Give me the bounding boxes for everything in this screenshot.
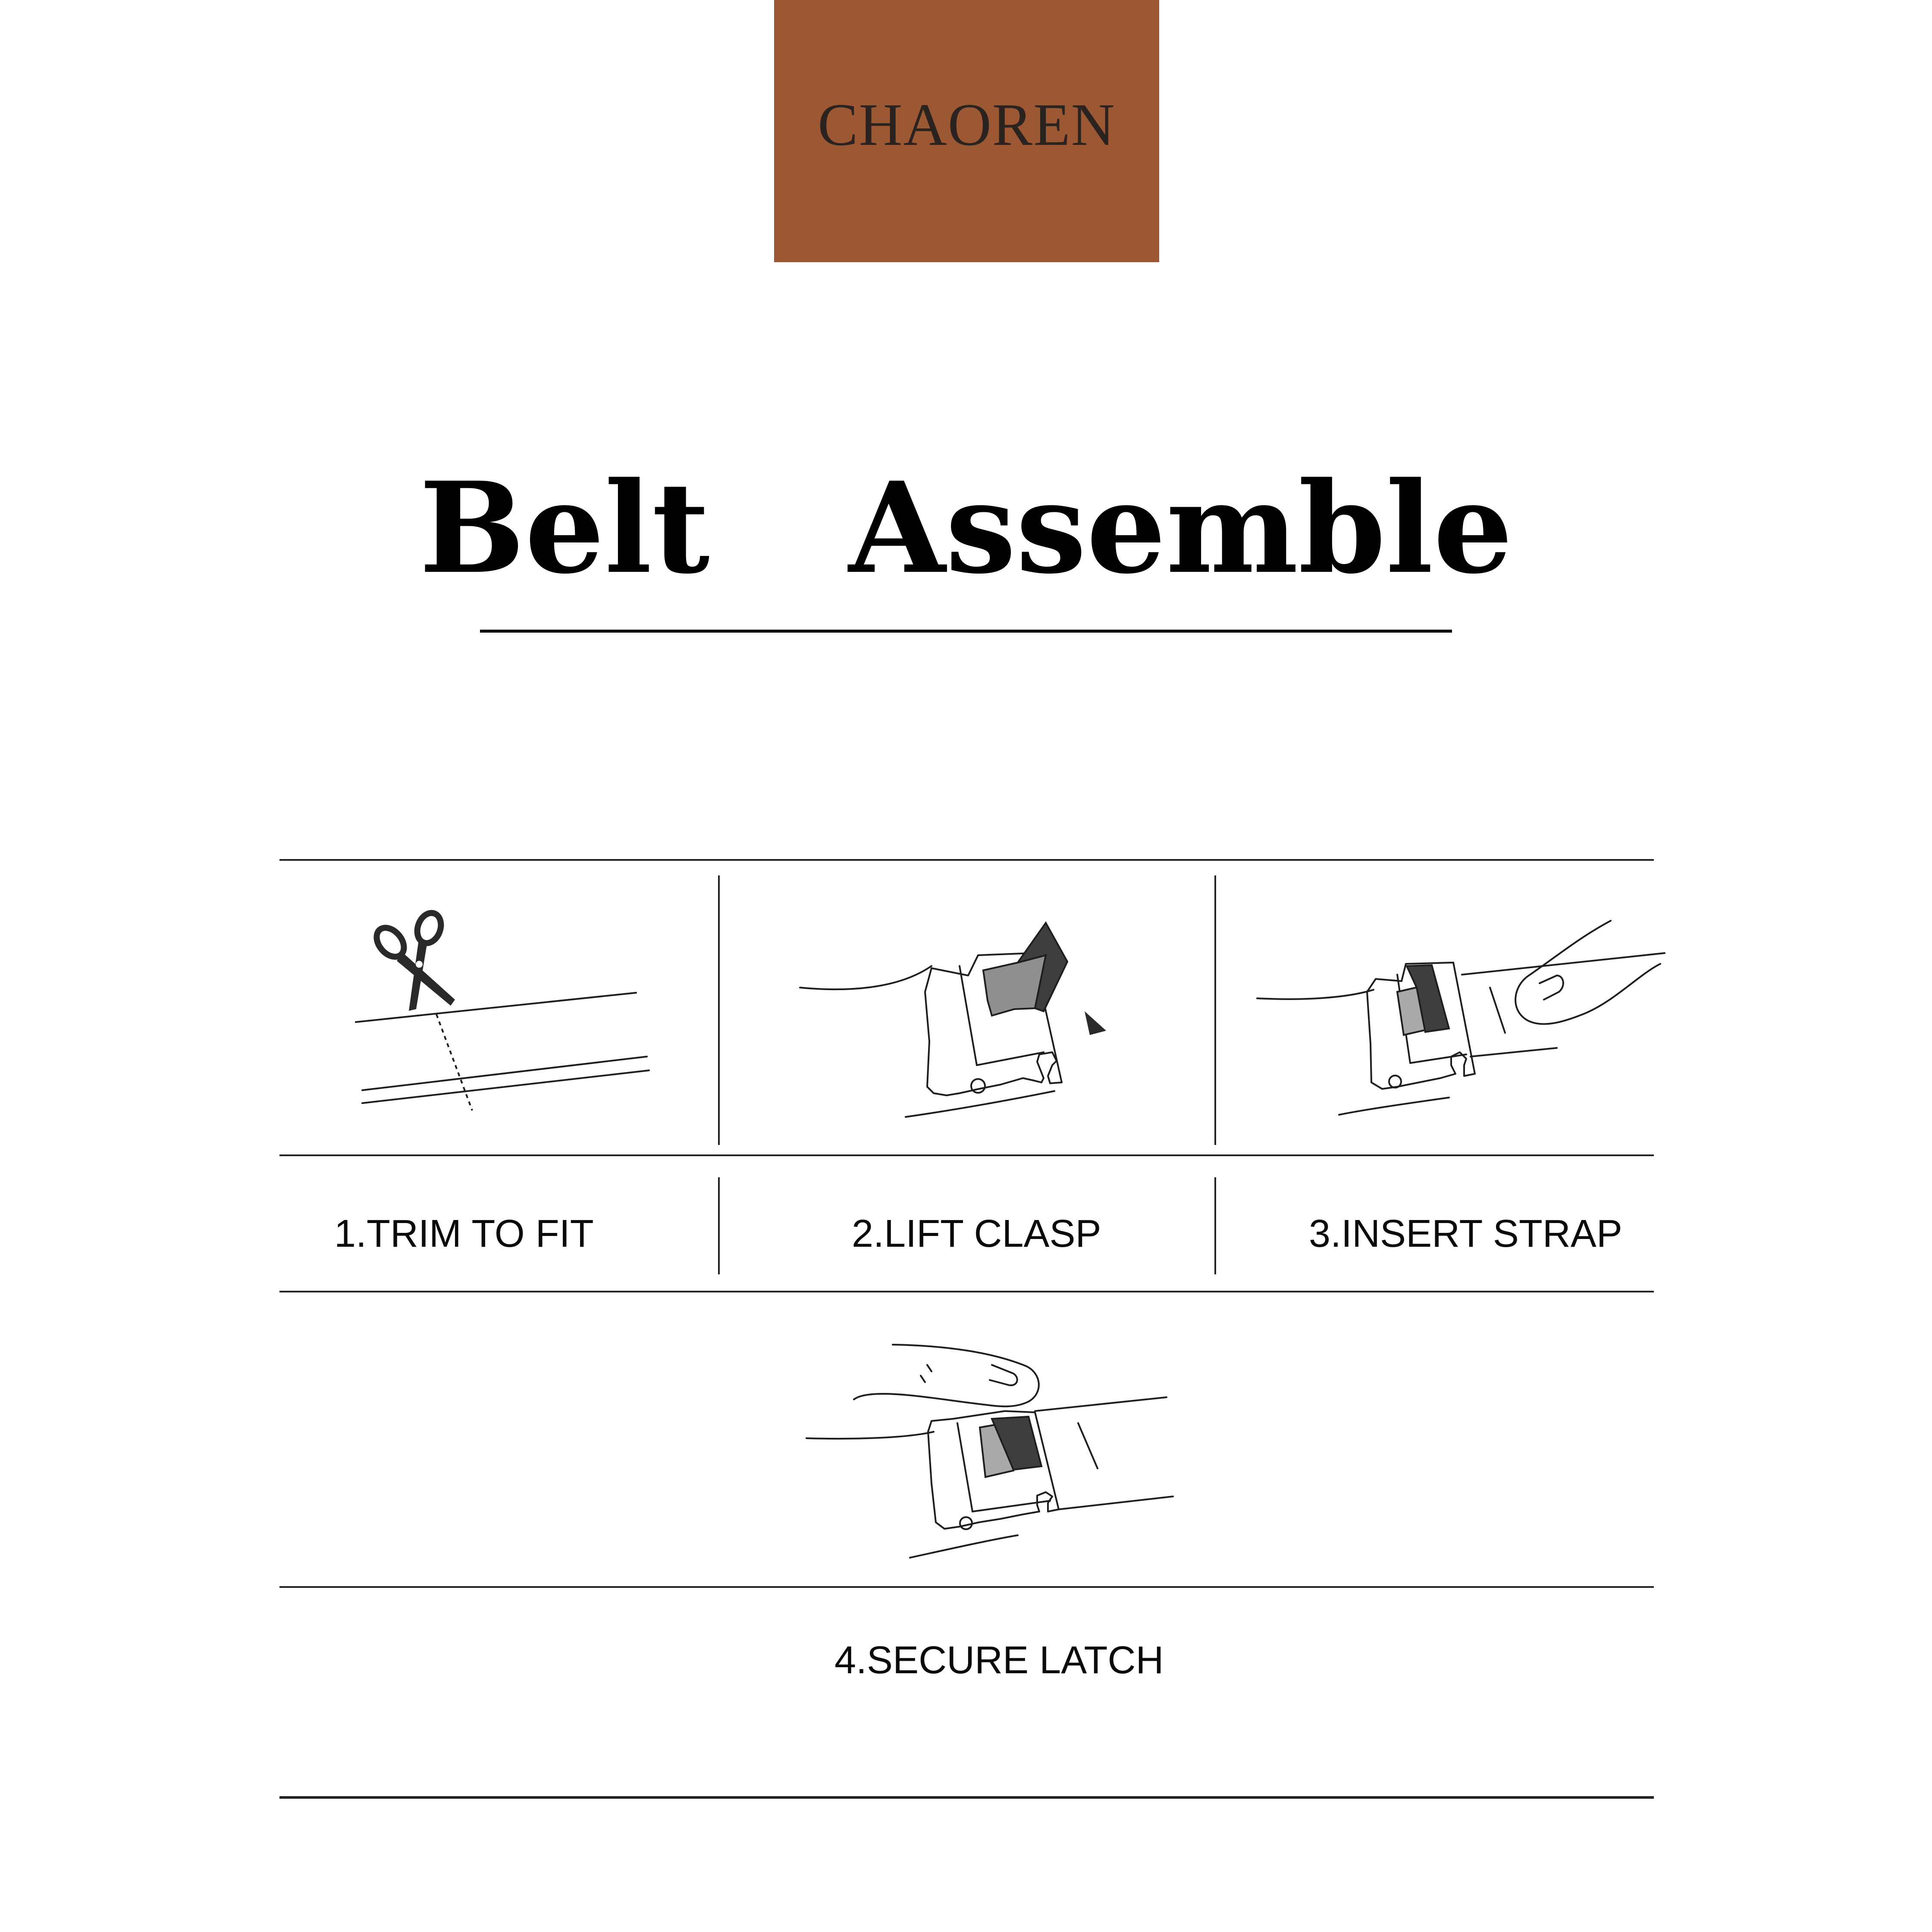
step-1-label: 1.TRIM TO FIT [334,1212,594,1255]
table-top-rule [279,859,1654,861]
secure-latch-icon [798,1339,1186,1572]
illustration-row-rule [279,1154,1654,1156]
label-row-rule [279,1291,1654,1292]
brand-logo [774,0,1159,262]
step-3-label: 3.INSERT STRAP [1309,1212,1622,1255]
table-bottom-rule [279,1796,1654,1799]
insert-strap-icon [1251,914,1665,1130]
column-divider-2 [1214,875,1216,1145]
brand-name: CHAOREN [818,91,1116,158]
page-title: Belt Assemble [419,455,1513,602]
step-2-label: 2.LIFT CLASP [852,1212,1101,1255]
step4-illustration-rule [279,1586,1654,1588]
scissors-icon [336,901,673,1126]
title-underline [480,630,1452,633]
label-divider-1 [718,1177,720,1274]
lift-clasp-icon [794,914,1138,1130]
column-divider-1 [718,875,720,1145]
step-4-label: 4.SECURE LATCH [834,1639,1164,1682]
label-divider-2 [1214,1177,1216,1274]
